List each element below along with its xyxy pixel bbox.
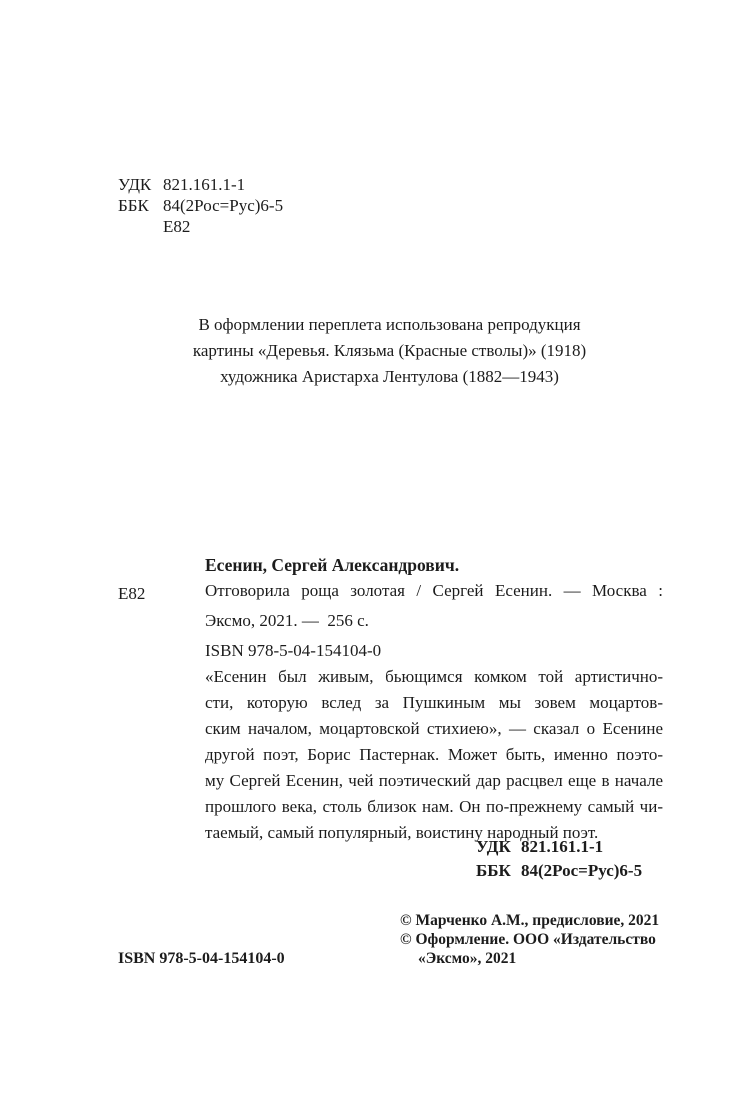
top-author-mark-line [118, 216, 283, 237]
top-bbk-line [118, 195, 283, 216]
annotation-line: другой поэт, Борис Пастернак. Может быть, именно поэто- [205, 745, 663, 764]
annotation-line: таемый, самый популярный, воистину народный поэт. [205, 823, 599, 842]
annotation [205, 664, 663, 846]
annotation-line: «Есенин был живым, бьющимся комком той артистично- [205, 667, 663, 686]
catalog-udk-label: УДК [476, 837, 511, 856]
author-heading: Есенин, Сергей Александрович. [205, 555, 460, 575]
footer-isbn: ISBN 978-5-04-154104-0 [118, 950, 285, 967]
annotation-line: прошлого века, столь близок нам. Он по-прежнему самый чи- [205, 797, 663, 816]
side-author-mark: Е82 [118, 584, 146, 603]
top-udk-label: УДК [118, 175, 152, 194]
annotation-line: ским началом, моцартовской стихиею», — сказал о Есенине [205, 719, 663, 738]
catalog-udk-line [476, 835, 642, 859]
catalog-isbn: ISBN 978-5-04-154104-0 [205, 641, 382, 660]
top-bbk-value: 84(2Рос=Рус)6-5 [163, 196, 284, 215]
catalog-bbk-line [476, 859, 642, 883]
top-bbk-label: ББК [118, 196, 149, 215]
cover-note [0, 312, 739, 390]
catalog-udk-value: 821.161.1-1 [521, 837, 604, 856]
top-author-mark: Е82 [163, 217, 191, 236]
catalog-index-block [476, 835, 642, 883]
catalog-bbk-value: 84(2Рос=Рус)6-5 [521, 861, 643, 880]
annotation-line: му Сергей Есенин, чей поэтический дар расцвел еще в начале [205, 771, 663, 790]
cover-note-line: В оформлении переплета использована репродукция [198, 315, 581, 334]
top-index-block [118, 174, 283, 237]
copyright-line: «Эксмо», 2021 [418, 950, 517, 967]
cover-note-line: художника Аристарха Лентулова (1882—1943) [220, 367, 559, 386]
copyright-line: © Оформление. ООО «Издательство [400, 931, 656, 948]
copyright-block [400, 911, 659, 968]
catalog-bbk-label: ББК [476, 861, 511, 880]
title-description [205, 578, 663, 604]
cover-note-line: картины «Деревья. Клязьма (Красные стволы)» (1918) [192, 341, 587, 360]
top-udk-value: 821.161.1-1 [163, 175, 246, 194]
annotation-line: сти, которую вслед за Пушкиным мы зовем моцартов- [205, 693, 663, 712]
copyright-line: © Марченко А.М., предисловие, 2021 [400, 912, 660, 929]
top-udk-line [118, 174, 283, 195]
title-line: Отговорила роща золотая / Сергей Есенин. — Москва : [205, 581, 663, 600]
title-line-2: Эксмо, 2021. — 256 с. [205, 611, 369, 630]
